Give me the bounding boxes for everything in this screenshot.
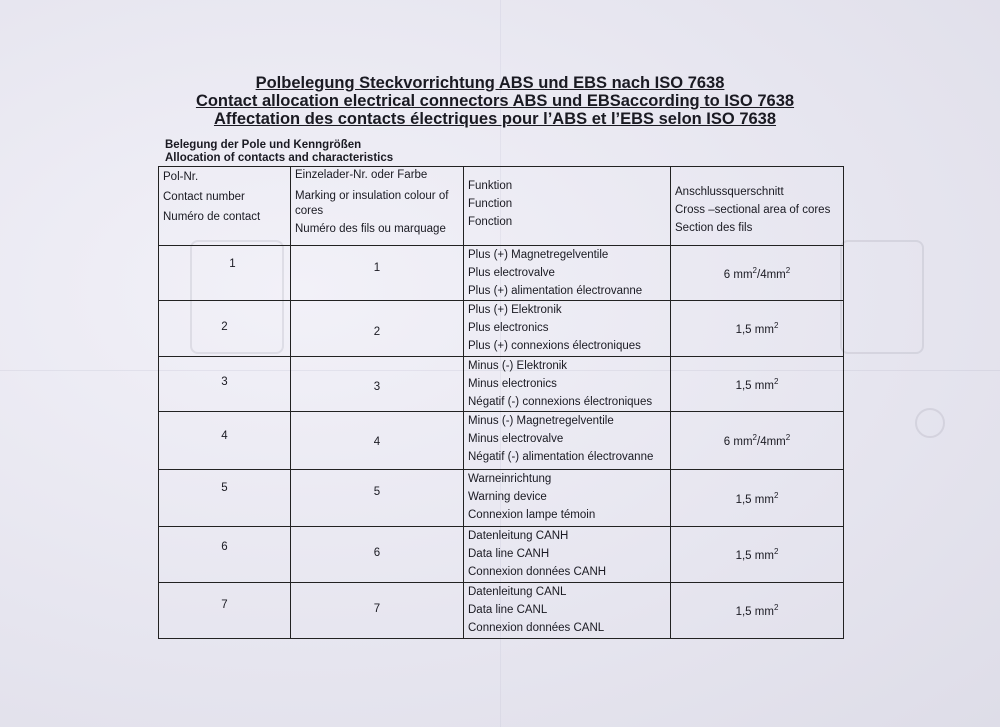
header-function: Funktion Function Fonction xyxy=(464,167,671,246)
table-header-row xyxy=(159,167,844,246)
function-cell: Datenleitung CANH Data line CANH Connexion données CANH xyxy=(464,527,671,583)
table-subheading xyxy=(165,139,393,165)
header-cross-section: Anschlussquerschnitt Cross –sectional area of cores Section des fils xyxy=(671,167,844,246)
header-contact-number: Pol-Nr. Contact number Numéro de contact xyxy=(159,167,291,246)
title-german: Polbelegung Steckvorrichtung ABS und EBS nach ISO 7638 xyxy=(255,74,725,92)
function-cell: Minus (-) Elektronik Minus electronics Négatif (-) connexions électroniques xyxy=(464,357,671,412)
cross-section-cell: 1,5 $mm^2$ xyxy=(671,527,844,583)
pol-number: 7 xyxy=(159,583,291,639)
pol-number: 6 xyxy=(159,527,291,583)
bleed-through-connector-drawing xyxy=(840,240,924,354)
document-titles xyxy=(0,74,1000,128)
function-cell: Minus (-) Magnetregelventile Minus electrovalve Négatif (-) alimentation électrovanne xyxy=(464,412,671,470)
cross-section-cell: 1,5 $mm^2$ xyxy=(671,470,844,527)
pol-number: 1 xyxy=(159,246,291,301)
subheading-german: Belegung der Pole und Kenngrößen xyxy=(165,139,362,151)
core-number: 2 xyxy=(291,301,464,357)
table-row xyxy=(159,357,844,412)
core-number: 5 xyxy=(291,470,464,527)
core-number: 6 xyxy=(291,527,464,583)
table-row xyxy=(159,246,844,301)
table-row xyxy=(159,301,844,357)
function-cell: Plus (+) Magnetregelventile Plus electrovalve Plus (+) alimentation électrovanne xyxy=(464,246,671,301)
title-english: Contact allocation electrical connectors ABS und EBSaccording to ISO 7638 xyxy=(195,92,795,110)
cross-section-cell: 1,5 $mm^2$ xyxy=(671,357,844,412)
table-row xyxy=(159,527,844,583)
table-row xyxy=(159,412,844,470)
subheading-english: Allocation of contacts and characteristics xyxy=(165,152,394,164)
title-french: Affectation des contacts électriques pour l’ABS et l’EBS selon ISO 7638 xyxy=(213,110,777,128)
bleed-through-circle xyxy=(915,408,945,438)
contact-allocation-table xyxy=(158,166,844,639)
pol-number: 3 xyxy=(159,357,291,412)
core-number: 1 xyxy=(291,246,464,301)
pol-number: 5 xyxy=(159,470,291,527)
core-number: 4 xyxy=(291,412,464,470)
pol-number: 2 xyxy=(159,301,291,357)
cross-section-cell: 1,5 $mm^2$ xyxy=(671,583,844,639)
function-cell: Plus (+) Elektronik Plus electronics Plus (+) connexions électroniques xyxy=(464,301,671,357)
core-number: 3 xyxy=(291,357,464,412)
pol-number: 4 xyxy=(159,412,291,470)
core-number: 7 xyxy=(291,583,464,639)
header-core-marking: Einzelader-Nr. oder Farbe Marking or insulation colour of cores Numéro des fils ou marquage xyxy=(291,167,464,246)
cross-section-cell: 6 $mm^2/4mm^2$ xyxy=(671,412,844,470)
cross-section-cell: 1,5 $mm^2$ xyxy=(671,301,844,357)
function-cell: Warneinrichtung Warning device Connexion lampe témoin xyxy=(464,470,671,527)
cross-section-cell: 6 $mm^2/4mm^2$ xyxy=(671,246,844,301)
table-row xyxy=(159,583,844,639)
function-cell: Datenleitung CANL Data line CANL Connexion données CANL xyxy=(464,583,671,639)
table-row xyxy=(159,470,844,527)
